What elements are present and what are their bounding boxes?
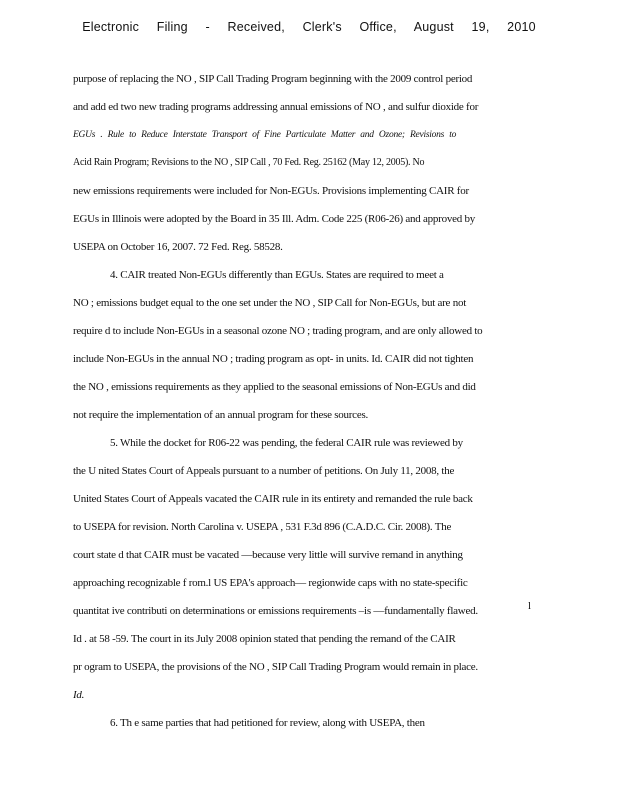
text-line: EGUs . Rule to Reduce Interstate Transport of Fine Particulate Matter and Ozone; Revisions to — [73, 130, 457, 140]
filing-header: Electronic Filing - Received, Clerk's Office, August 19, 2010 — [82, 20, 536, 34]
text-line: purpose of replacing the NO , SIP Call Trading Program beginning with the 2009 control period — [73, 73, 473, 85]
text-line: the NO , emissions requirements as they applied to the seasonal emissions of Non-EGUs and did — [73, 381, 476, 393]
text-line: require d to include Non-EGUs in a seasonal ozone NO ; trading program, and are only allowed to — [73, 325, 483, 337]
text-line: new emissions requirements were included for Non-EGUs. Provisions implementing CAIR for — [73, 185, 469, 197]
paragraph-line: 5. While the docket for R06-22 was pending, the federal CAIR rule was reviewed by — [110, 437, 463, 449]
text-line: USEPA on October 16, 2007. 72 Fed. Reg. 58528. — [73, 241, 283, 253]
text-line: court state d that CAIR must be vacated —because very little will survive remand in anything — [73, 549, 463, 561]
text-line: include Non-EGUs in the annual NO ; trading program as opt- in units. Id. CAIR did not tighten — [73, 353, 474, 365]
text-line: NO ; emissions budget equal to the one set under the NO , SIP Call for Non-EGUs, but are not — [73, 297, 466, 309]
text-line: Id. — [73, 689, 85, 701]
text-line: and add ed two new trading programs addressing annual emissions of NO , and sulfur dioxide for — [73, 101, 479, 113]
text-line: not require the implementation of an annual program for these sources. — [73, 409, 368, 421]
paragraph-line: 6. Th e same parties that had petitioned for review, along with USEPA, then — [110, 717, 425, 729]
text-line: quantitat ive contributi on determinations or emissions requirements –is —fundamentally flawed. — [73, 605, 478, 617]
text-line: pr ogram to USEPA, the provisions of the NO , SIP Call Trading Program would remain in place. — [73, 661, 478, 673]
text-line: the U nited States Court of Appeals pursuant to a number of petitions. On July 11, 2008, the — [73, 465, 455, 477]
text-line: approaching recognizable f rom.l US EPA's approach— regionwide caps with no state-specific — [73, 577, 468, 589]
text-line: to USEPA for revision. North Carolina v. USEPA , 531 F.3d 896 (C.A.D.C. Cir. 2008). The — [73, 521, 452, 533]
margin-mark: l — [528, 600, 532, 612]
paragraph-line: 4. CAIR treated Non-EGUs differently than EGUs. States are required to meet a — [110, 269, 444, 281]
text-line: United States Court of Appeals vacated the CAIR rule in its entirety and remanded the rule back — [73, 493, 473, 505]
text-line: EGUs in Illinois were adopted by the Board in 35 Ill. Adm. Code 225 (R06-26) and approved by — [73, 213, 475, 225]
text-line: Acid Rain Program; Revisions to the NO , SIP Call , 70 Fed. Reg. 25162 (May 12, 2005). No — [73, 157, 425, 168]
text-line: Id . at 58 -59. The court in its July 2008 opinion stated that pending the remand of the CAIR — [73, 633, 456, 645]
